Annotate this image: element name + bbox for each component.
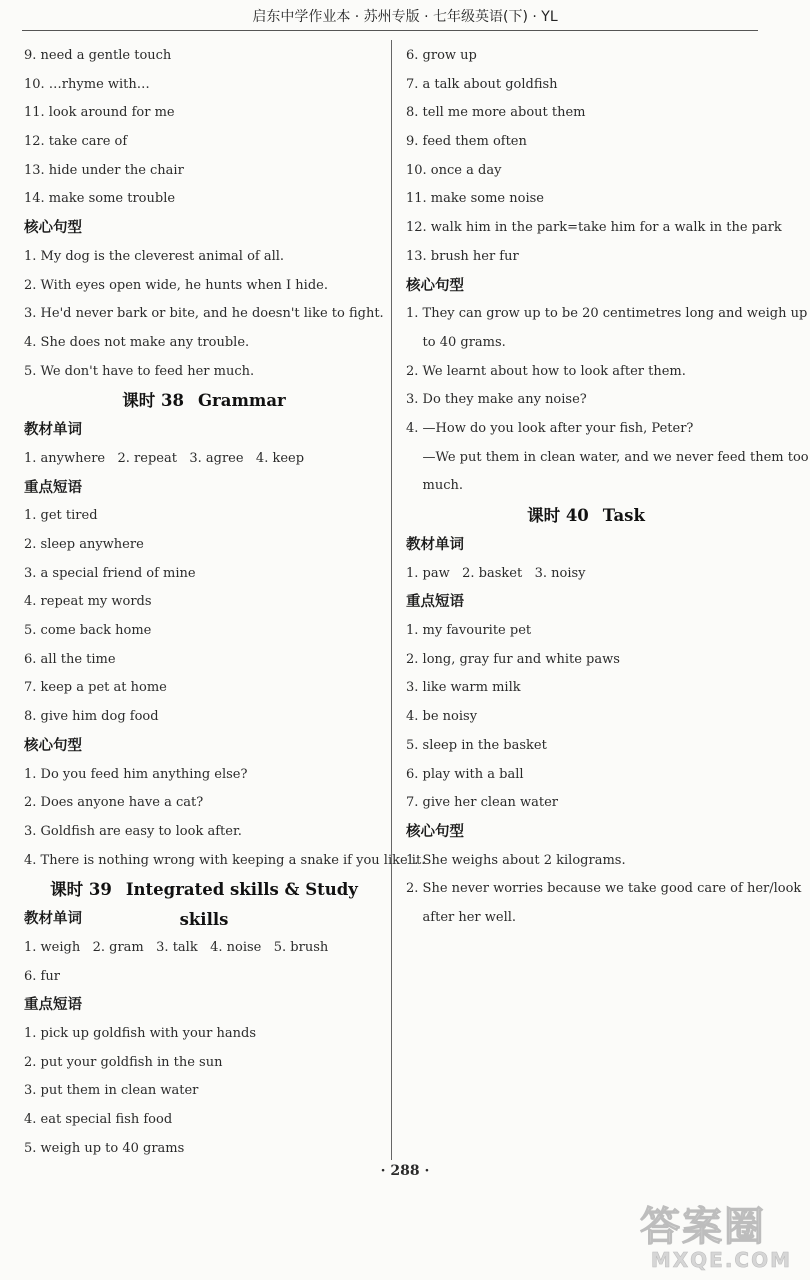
answer-line: 7. keep a pet at home <box>24 680 167 696</box>
answer-line: 1. They can grow up to be 20 centimetres long and weigh up <box>406 306 808 322</box>
answer-line: 1. pick up goldfish with your hands <box>24 1026 257 1041</box>
section-heading: 核心句型 <box>406 277 464 294</box>
answer-line: 6. grow up <box>406 48 477 63</box>
lesson-number: 课时 40 <box>527 506 589 525</box>
running-header: 启东中学作业本 · 苏州专版 · 七年级英语(下) · YL <box>252 9 558 25</box>
answer-line: 4. —How do you look after your fish, Peter? <box>406 420 694 436</box>
section-heading: 教材单词 <box>24 422 82 439</box>
answer-line: 1. My dog is the cleverest animal of all. <box>24 248 285 264</box>
answer-line: 2. long, gray fur and white paws <box>406 651 620 667</box>
answer-line: 9. need a gentle touch <box>24 48 172 63</box>
answer-line: 4. She does not make any trouble. <box>24 334 250 350</box>
answer-line: 3. Goldfish are easy to look after. <box>24 823 242 839</box>
answer-line: 4. There is nothing wrong with keeping a snake if you like it. <box>24 852 426 868</box>
answer-line: 5. We don't have to feed her much. <box>24 363 255 379</box>
section-heading: 核心句型 <box>24 737 82 754</box>
answer-line: 12. walk him in the park=take him for a walk in the park <box>406 220 782 236</box>
lesson-title <box>24 386 384 416</box>
answer-line: 6. fur <box>24 968 60 984</box>
answer-line: 11. make some noise <box>406 191 544 207</box>
answer-line: 11. look around for me <box>24 105 175 121</box>
answer-line: 2. sleep anywhere <box>24 537 144 552</box>
lesson-name: Grammar <box>197 391 286 411</box>
lesson-name: Integrated skills & Study skills <box>125 880 358 930</box>
answer-line: 2. We learnt about how to look after them. <box>406 363 686 379</box>
answer-line: 2. She never worries because we take good care of her/look <box>406 881 802 897</box>
lesson-name: Task <box>602 506 645 525</box>
answer-line: 3. Do they make any noise? <box>406 392 587 408</box>
answer-line: 3. a special friend of mine <box>24 565 196 581</box>
answer-line: 6. play with a ball <box>406 766 524 782</box>
right-column <box>406 42 809 933</box>
answer-line: 5. weigh up to 40 grams <box>24 1140 185 1156</box>
answer-line: 1. paw 2. basket 3. noisy <box>406 565 586 581</box>
answer-line: 1. Do you feed him anything else? <box>24 766 248 782</box>
column-divider <box>391 40 392 1160</box>
answer-line: 9. feed them often <box>406 134 527 150</box>
answer-line: much. <box>406 478 464 494</box>
section-heading: 核心句型 <box>406 823 464 840</box>
lesson-number: 课时 38 <box>122 391 184 411</box>
answer-line: 1. my favourite pet <box>406 623 532 639</box>
answer-line: 6. all the time <box>24 651 116 667</box>
section-heading: 重点短语 <box>24 479 82 496</box>
answer-line: 1. weigh 2. gram 3. talk 4. noise 5. brush <box>24 939 329 955</box>
section-heading: 重点短语 <box>406 594 464 611</box>
answer-line: 3. put them in clean water <box>24 1083 199 1099</box>
answer-line: 8. tell me more about them <box>406 105 586 121</box>
lesson-title <box>406 501 766 531</box>
answer-line: 5. come back home <box>24 623 152 639</box>
answer-line: 13. brush her fur <box>406 248 519 264</box>
answer-line: after her well. <box>406 909 517 925</box>
answer-line: 1. She weighs about 2 kilograms. <box>406 852 626 868</box>
answer-line: 5. sleep in the basket <box>406 737 547 753</box>
answer-line: 2. Does anyone have a cat? <box>24 795 204 811</box>
page-number: · 288 · <box>380 1163 430 1179</box>
watermark-url: MXQE.COM <box>650 1248 792 1272</box>
section-heading: 教材单词 <box>24 911 82 928</box>
answer-line: 12. take care of <box>24 134 128 150</box>
lesson-number: 课时 39 <box>50 880 112 900</box>
answer-line: 10. once a day <box>406 162 502 178</box>
answer-line: 10. …rhyme with… <box>24 76 150 92</box>
answer-line: 3. He'd never bark or bite, and he doesn't like to fight. <box>24 306 384 322</box>
answer-line: 7. give her clean water <box>406 795 558 811</box>
answer-line: 1. get tired <box>24 508 98 524</box>
header-rule <box>22 30 758 31</box>
section-heading: 核心句型 <box>24 220 82 237</box>
watermark <box>640 1205 800 1275</box>
answer-line: 2. With eyes open wide, he hunts when I hide. <box>24 277 328 293</box>
section-heading: 重点短语 <box>24 997 82 1014</box>
answer-line: 8. give him dog food <box>24 709 159 725</box>
left-column <box>24 42 426 1163</box>
answer-line: 13. hide under the chair <box>24 162 184 178</box>
answer-line: 7. a talk about goldfish <box>406 76 558 92</box>
section-heading: 教材单词 <box>406 537 464 553</box>
answer-line: 4. be noisy <box>406 709 478 725</box>
answer-line: to 40 grams. <box>406 334 506 350</box>
answer-line: 14. make some trouble <box>24 191 176 207</box>
answer-line: 4. eat special fish food <box>24 1112 173 1128</box>
answer-line: 4. repeat my words <box>24 594 152 610</box>
watermark-logo: 答案圈 <box>640 1204 766 1250</box>
answer-line: 2. put your goldfish in the sun <box>24 1054 223 1070</box>
answer-line: 3. like warm milk <box>406 680 521 696</box>
answer-line: —We put them in clean water, and we never feed them too <box>406 449 809 465</box>
answer-line: 1. anywhere 2. repeat 3. agree 4. keep <box>24 450 305 466</box>
